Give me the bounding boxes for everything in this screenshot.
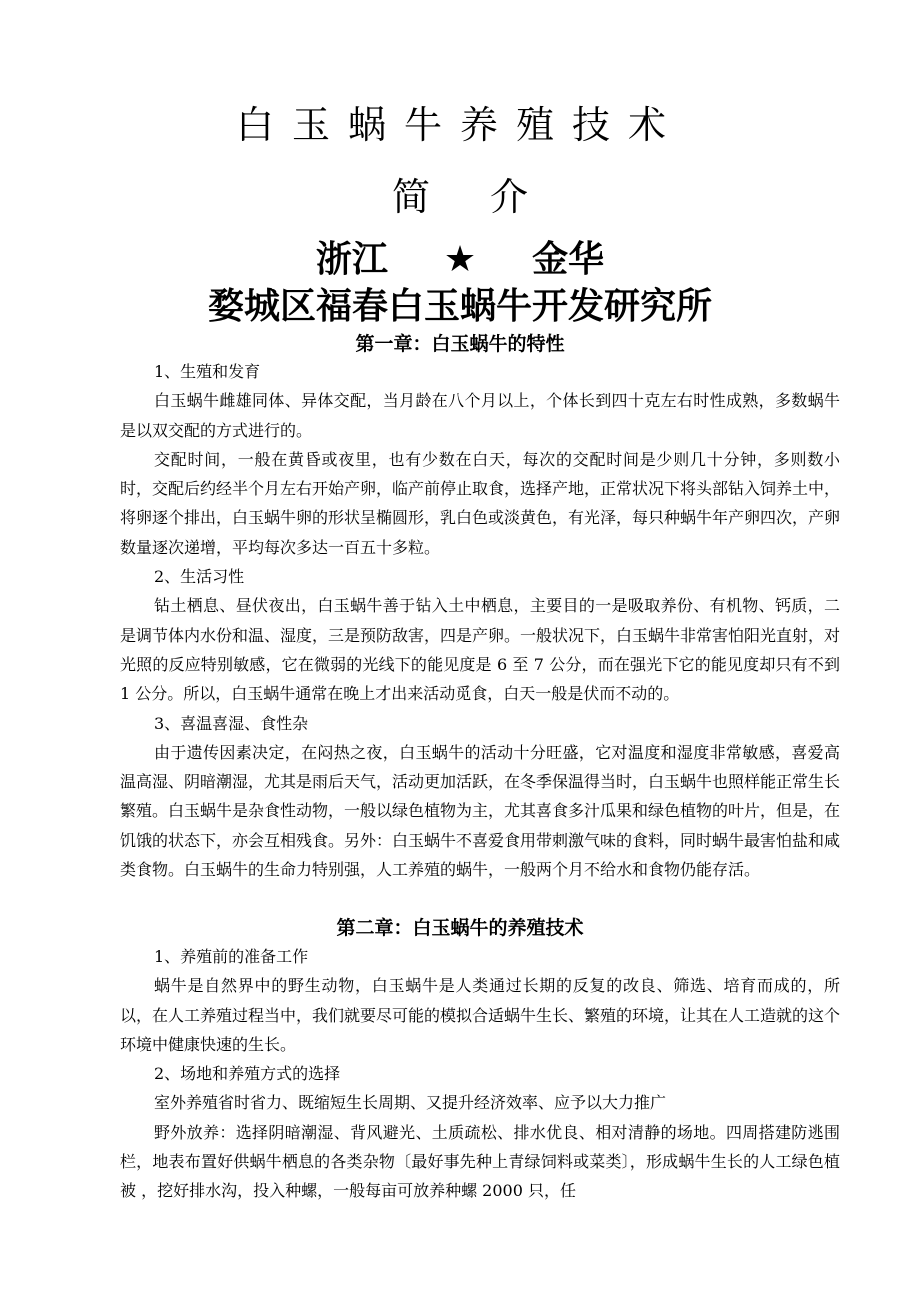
section-title: 2、生活习性	[154, 567, 245, 587]
location-city: 金华	[532, 239, 605, 280]
section-title: 1、养殖前的准备工作	[154, 947, 309, 966]
institute-name: 婺城区福春白玉蜗牛开发研究所	[207, 286, 712, 327]
chapter2-heading: 第二章：白玉蜗牛的养殖技术	[336, 917, 584, 939]
document-subtitle: 简介	[391, 175, 588, 219]
paragraph: 野外放养：选择阴暗潮湿、背风避光、土质疏松、排水优良、相对清静的场地。四周搭建防逃围栏，地表布置好供蜗牛栖息的各类杂物〔最好事先种上青绿饲料或菜类〕，形成蜗牛生长的人工绿色植被 ，挖好排水沟，投入种螺，一般每亩可放养种螺 2000 只，任	[120, 1122, 840, 1201]
paragraph: 蜗牛是自然界中的野生动物，白玉蜗牛是人类通过长期的反复的改良、筛选、培育而成的，所以，在人工养殖过程当中，我们就要尽可能的模拟合适蜗牛生长、繁殖的环境，让其在人工造就的这个环境中健康快速的生长。	[120, 976, 841, 1054]
chapter1-body	[120, 357, 840, 884]
paragraph: 室外养殖省时省力、既缩短生长周期、又提升经济效率、应予以大力推广	[154, 1093, 667, 1113]
chapter1-heading: 第一章：白玉蜗牛的特性	[355, 333, 565, 355]
chapter2-body	[120, 942, 840, 1206]
paragraph: 白玉蜗牛雌雄同体、异体交配，当月龄在八个月以上，个体长到四十克左右时性成熟，多数蜗牛是以双交配的方式进行的。	[120, 391, 840, 440]
paragraph: 钻土栖息、昼伏夜出，白玉蜗牛善于钻入土中栖息，主要目的一是吸取养份、有机物、钙质，二是调节体内水份和温、湿度，三是预防敌害，四是产卵。一般状况下，白玉蜗牛非常害怕阳光直射，对光照的反应特别敏感，它在微弱的光线下的能见度是 6 至 7 公分，而在强光下它的能见度却只有不到 1 公分。所以，白玉蜗牛通常在晚上才出来活动觅食，白天一般是伏而不动的。	[120, 596, 841, 704]
location-province: 浙江	[315, 239, 388, 280]
location-line	[0, 236, 920, 284]
star-icon: ★	[443, 239, 477, 280]
section-title: 3、喜温喜湿、食性杂	[154, 713, 309, 733]
section-title: 2、场地和养殖方式的选择	[154, 1064, 341, 1084]
paragraph: 交配时间，一般在黄昏或夜里，也有少数在白天，每次的交配时间是少则几十分钟，多则数小时，交配后约经半个月左右开始产卵，临产前停止取食，选择产地，正常状况下将头部钻入饲养土中，将卵逐个排出，白玉蜗牛卵的形状呈椭圆形，乳白色或淡黄色，有光泽，每只种蜗牛年产卵四次，产卵数量逐次递增，平均每次多达一百五十多粒。	[120, 449, 841, 557]
document-title: 白玉蜗牛养殖技术	[235, 103, 684, 147]
paragraph: 由于遗传因素决定，在闷热之夜，白玉蜗牛的活动十分旺盛，它对温度和湿度非常敏感，喜爱高温高湿、阴暗潮湿，尤其是雨后天气，活动更加活跃，在冬季保温得当时，白玉蜗牛也照样能正常生长繁殖。白玉蜗牛是杂食性动物，一般以绿色植物为主，尤其喜食多汁瓜果和绿色植物的叶片，但是，在饥饿的状态下，亦会互相残食。另外：白玉蜗牛不喜爱食用带刺激气味的食料，同时蜗牛最害怕盐和咸类食物。白玉蜗牛的生命力特别强，人工养殖的蜗牛，一般两个月不给水和食物仍能存活。	[120, 742, 841, 880]
section-title: 1、生殖和发育	[154, 362, 261, 381]
